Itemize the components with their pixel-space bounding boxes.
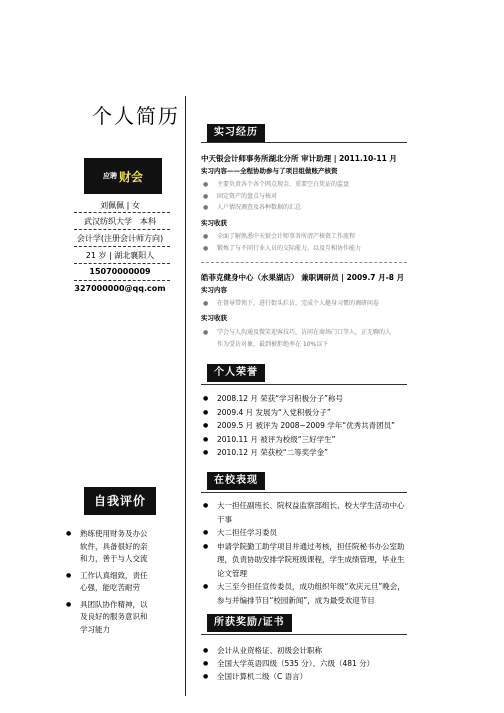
section-header-honors: 个人荣誉 <box>207 364 265 382</box>
job2-content-label: 实习内容 <box>201 286 227 294</box>
job1-items <box>201 179 349 214</box>
self-eval-list <box>64 528 182 636</box>
job1-gain-label: 实习收获 <box>201 219 227 227</box>
list-item: ● 具团队协作精神，以 及良好的服务意识和 学习能力 <box>64 599 182 637</box>
job1-content-label: 实习内容——全程协助参与了项目组做账产核资 <box>201 167 338 175</box>
list-item: ● 在督导带领下，进行街头拦访，完成个人健身习惯的调研问卷 <box>201 298 379 310</box>
email-address: 327000000@qq.com <box>74 284 166 293</box>
list-item: ● 学会与人沟通及微笑迎客技巧，访问在商场门口等人，正无聊的人 作为受访对象，最到被拒绝率在 10%以下 <box>201 327 391 350</box>
divider <box>74 280 170 281</box>
divider <box>74 246 170 247</box>
list-item: ● 工作认真细致，责任 心强，能吃苦耐劳 <box>64 570 182 595</box>
list-item: ● 全国计算机二级（C 语言） <box>201 670 374 683</box>
apply-label: 应聘 <box>102 172 117 180</box>
section-rule <box>201 492 407 493</box>
section-header-internship: 实习经历 <box>207 124 265 142</box>
list-item: ● 人户情况调查及各种数据的汇总 <box>201 202 349 214</box>
divider <box>74 229 170 230</box>
major-direction: 会计学(注册会计师方向) <box>76 234 164 243</box>
apply-position-badge <box>84 158 162 194</box>
list-item: ● 2009.4 月 发展为“入党积极分子” <box>201 406 395 420</box>
list-item: ● 全国大学英语四级（535 分）、六级（481 分） <box>201 657 374 670</box>
job1-gains <box>201 231 361 254</box>
personal-info <box>60 196 180 316</box>
job2-gains <box>201 327 391 350</box>
list-item: ● 固定资产的盘点与核对 <box>201 191 349 203</box>
resume-title: 个人简历 <box>92 104 180 128</box>
school-major: 武汉纺织大学 本科 <box>84 217 156 226</box>
section-header-campus: 在校表现 <box>207 472 265 490</box>
list-item: ● 会计从业资格证、初级会计职称 <box>201 644 374 657</box>
list-item: ● 2010.12 月 荣获校“二等奖学金” <box>201 446 395 460</box>
list-item: ● 大二担任学习委员 <box>201 526 423 540</box>
list-item: ● 申请学院勤工助学项目并通过考核，担任院秘书办公室助 理，负责协助安排学院班级课程，学生成绩管理，毕业生 论文管理 <box>201 540 423 581</box>
list-item: ● 大三至今担任宣传委员，成功组织年级“欢庆元旦”晚会， 参与并编排节目“校园新闻”，成为最受欢迎节目 <box>201 580 423 607</box>
section-rule <box>201 142 407 143</box>
phone-number: 15070000009 <box>89 267 151 276</box>
vertical-divider <box>185 96 186 696</box>
section-rule <box>201 634 407 635</box>
list-item: ● 2008.12 月 荣获“学习积极分子”称号 <box>201 392 395 406</box>
honors-list <box>201 392 395 460</box>
section-rule <box>201 384 407 385</box>
job1-heading: 中天银会计师事务所湖北分所 审计助理 | 2011.10-11 月 <box>201 154 397 163</box>
list-item: ● 大一担任副班长、院权益监察部组长、校大学生活动中心 干事 <box>201 499 423 526</box>
divider <box>74 212 170 213</box>
list-item: ● 全面了解熟悉中天银会计师事务所清产核资工作流程 <box>201 231 361 243</box>
name-gender: 刘佩佩 | 女 <box>100 201 140 210</box>
list-item: ● 2010.11 月 被评为校级“三好学生” <box>201 433 395 447</box>
list-item: ● 主要负责各个各个网点现金、重要空白凭证的监盘 <box>201 179 349 191</box>
divider <box>74 263 170 264</box>
awards-list <box>201 644 374 683</box>
job2-items <box>201 298 379 310</box>
section-header-awards: 所获奖励/证书 <box>207 614 292 632</box>
list-item: ● 熟练使用财务及办公 软件，具备很好的亲 和力，善于与人交流 <box>64 528 182 566</box>
job2-gain-label: 实习收获 <box>201 314 227 322</box>
apply-position: 财会 <box>118 169 143 184</box>
job-divider <box>201 262 407 263</box>
list-item: ● 2009.5 月 被评为 2008~2009 学年“优秀共青团员” <box>201 419 395 433</box>
list-item: ● 锻炼了与不同行业人员的交际能力，以及互相协作能力 <box>201 243 361 255</box>
self-eval-header: 自我评价 <box>84 487 156 515</box>
campus-list <box>201 499 423 607</box>
age-hometown: 21 岁 | 湖北襄阳人 <box>85 251 155 260</box>
job2-heading: 皓菲克健身中心（水果湖店） 兼职调研员 | 2009.7 月-8 月 <box>201 273 405 282</box>
